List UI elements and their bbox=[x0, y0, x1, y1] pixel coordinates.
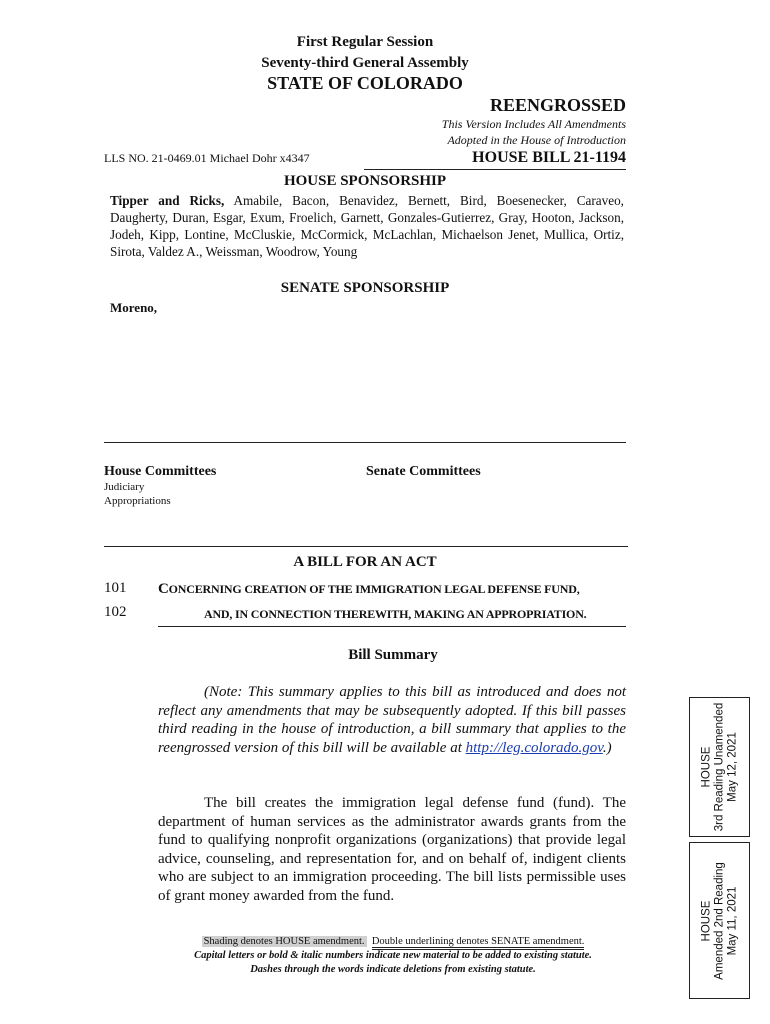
senate-sponsorship-title: SENATE SPONSORSHIP bbox=[280, 280, 450, 296]
senate-committees-title: Senate Committees bbox=[366, 464, 481, 479]
version-label: REENGROSSED bbox=[489, 95, 626, 115]
bill-concerning-line-2: AND, IN CONNECTION THEREWITH, MAKING AN APPROPRIATION. bbox=[204, 607, 587, 621]
bill-concerning-line-1 bbox=[158, 581, 580, 598]
note-text: (Note: This summary applies to this bill as introduced and does not reflect any amendments that may be subsequently adopted. If this bill passes third reading in the house of introduction, a bill summary that applies to the reengrossed version of this bill will be available at bbox=[158, 684, 626, 756]
house-primary-sponsors: Tipper and Ricks, bbox=[110, 193, 225, 208]
house-sponsorship-title: HOUSE SPONSORSHIP bbox=[283, 173, 447, 189]
stamp-date: May 12, 2021 bbox=[726, 732, 738, 802]
bill-number: HOUSE BILL 21-1194 bbox=[472, 149, 626, 166]
summary-body: The bill creates the immigration legal defense fund (fund). The department of human services as the administrator awards grants from the fund to qualifying nonprofit organizations (organizations) that provide legal advice, counseling, and representation for, and on behalf of, indigent clients who are subject to an immigration proceeding. The bill lists permissible uses of grant money awarded from the fund. bbox=[158, 795, 626, 904]
second-reading-stamp bbox=[689, 842, 750, 999]
bill-title-rule bbox=[158, 626, 626, 627]
dashes-legend: Dashes through the words indicate deletions from existing statute. bbox=[250, 964, 536, 975]
stamp-chamber: HOUSE bbox=[700, 900, 712, 941]
amendment-legend bbox=[104, 936, 682, 947]
stamp-action: 3rd Reading Unamended bbox=[713, 702, 725, 832]
house-committee-item: Appropriations bbox=[104, 495, 171, 507]
stamp-chamber: HOUSE bbox=[700, 746, 712, 788]
sponsorship-rule bbox=[104, 442, 626, 443]
concerning-first-letter: C bbox=[158, 581, 169, 597]
header-rule bbox=[364, 169, 626, 170]
bill-title: A BILL FOR AN ACT bbox=[293, 554, 437, 570]
senate-sponsors: Moreno, bbox=[110, 300, 158, 315]
assembly-label: Seventy-third General Assembly bbox=[261, 55, 469, 71]
double-underline-legend: Double underlining denotes SENATE amendment. bbox=[372, 936, 585, 950]
summary-note bbox=[158, 683, 626, 757]
session-label: First Regular Session bbox=[296, 34, 434, 50]
leg-colorado-link[interactable]: http://leg.colorado.gov bbox=[465, 739, 603, 756]
version-note-1: This Version Includes All Amendments bbox=[441, 117, 626, 131]
stamp-action: Amended 2nd Reading bbox=[713, 861, 725, 980]
concerning-line-1-text: ONCERNING CREATION OF THE IMMIGRATION LEGAL DEFENSE FUND, bbox=[168, 582, 580, 596]
committees-rule bbox=[104, 546, 628, 547]
line-number: 102 bbox=[104, 604, 127, 620]
line-number: 101 bbox=[104, 580, 127, 596]
house-sponsors bbox=[110, 192, 624, 260]
state-label: STATE OF COLORADO bbox=[267, 73, 463, 93]
capital-letters-legend: Capital letters or bold & italic numbers indicate new material to be added to existing statute. bbox=[194, 950, 592, 961]
house-committee-item: Judiciary bbox=[104, 481, 145, 493]
note-end: .) bbox=[602, 739, 612, 756]
house-committees-list bbox=[104, 480, 171, 508]
house-committees-title: House Committees bbox=[104, 464, 217, 479]
version-note-2: Adopted in the House of Introduction bbox=[447, 133, 626, 147]
stamp-text bbox=[700, 703, 739, 832]
summary-title: Bill Summary bbox=[348, 647, 438, 663]
house-other-sponsors: Amabile, Bacon, Benavidez, Bernett, Bird, Boesenecker, Caraveo, Daugherty, Duran, Esgar, Exum, Froelich, Garnett, Gonzales-Gutierrez, Gray, Hooton, Jackson, Jodeh, Kipp, Lontine, McCluskie, McCormick, McLachlan, Michaelson Jenet, Mullica, Ortiz, Sirota, Valdez A., Weissman, Woodrow, Young bbox=[110, 193, 624, 259]
stamp-text bbox=[700, 862, 739, 980]
third-reading-stamp bbox=[689, 697, 750, 837]
shading-legend: Shading denotes HOUSE amendment. bbox=[203, 936, 365, 947]
lls-number: LLS NO. 21-0469.01 Michael Dohr x4347 bbox=[104, 151, 310, 165]
stamp-date: May 11, 2021 bbox=[726, 886, 738, 955]
